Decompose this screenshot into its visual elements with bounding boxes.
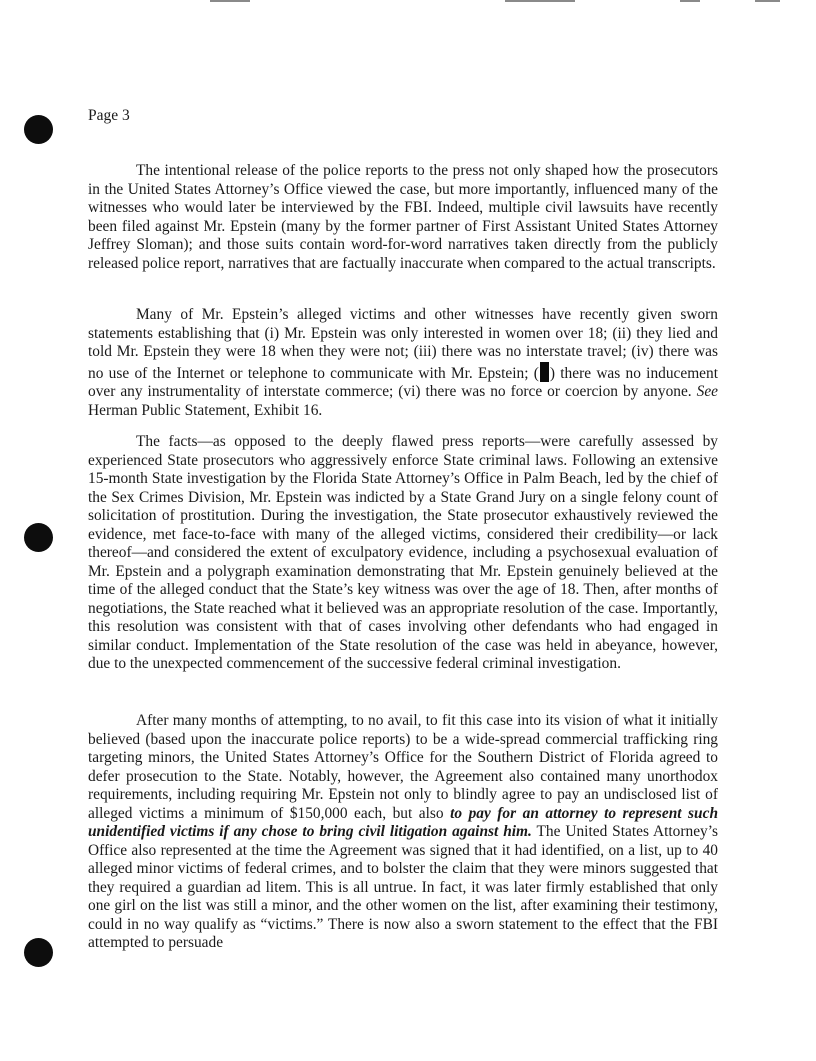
scan-edge-mark <box>210 0 250 2</box>
scan-edge-mark <box>680 0 700 2</box>
see-signal: See <box>696 383 718 400</box>
page-number: Page 3 <box>88 107 130 124</box>
emphasis-text: to pay for an attorney to represent such unidentified victims if any chose to bring civil litigation against him. <box>88 804 718 840</box>
paragraph-1: The intentional release of the police reports to the press not only shaped how the prosecutors in the United States Attorney’s Office viewed the case, but more importantly, influenced many of the witnesses who would later be interviewed by the FBI. Indeed, multiple civil lawsuits have recently been filed against Mr. Epstein (many by the former partner of First Assistant United States Attorney Jeffrey Sloman); and those suits contain word-for-word narratives taken directly from the publicly released police report, narratives that are factually inaccurate when compared to the actual transcripts. <box>88 162 718 272</box>
paragraph-4-text-b: The United States Attorney’s Office also represented at the time the Agreement was signed that it had identified, on a list, up to 40 alleged minor victims of federal crimes, and to bolster the claim that they were minors suggested that they required a guardian ad litem. This is all untrue. In fact, it was later firmly established that only one girl on the list was still a minor, and the other women on the list, after examining their testimony, could in no way qualify as “victims.” There is now also a sworn statement to the effect that the FBI attempted to persuade <box>88 823 718 951</box>
scan-edge-mark <box>755 0 780 2</box>
punch-hole-bottom <box>24 938 53 967</box>
paragraph-4 <box>88 712 718 953</box>
scan-edge-mark <box>505 0 575 2</box>
paragraph-2-text-b: ) there was no inducement over any instrumentality of interstate commerce; (vi) there was no force or coercion by anyone. <box>88 364 718 400</box>
paragraph-2-block <box>88 306 718 420</box>
paragraph-2-text-a: Many of Mr. Epstein’s alleged victims and other witnesses have recently given sworn statements establishing that (i) Mr. Epstein was only interested in women over 18; (ii) they lied and told Mr. Epstein they were 18 when they were not; (iii) there was no interstate travel; (iv) there was no use of the Internet or telephone to communicate with Mr. Epstein; ( <box>88 306 718 382</box>
paragraph-2-text-c: Herman Public Statement, Exhibit 16. <box>88 401 323 419</box>
paragraph-2 <box>88 306 718 420</box>
punch-hole-middle <box>24 523 53 552</box>
paragraph-3-block <box>88 433 718 674</box>
paragraph-4-text-a: After many months of attempting, to no avail, to fit this case into its vision of what it initially believed (based upon the inaccurate police reports) to be a wide-spread commercial trafficking ring targeting minors, the United States Attorney’s Office for the Southern District of Florida agreed to defer prosecution to the State. Notably, however, the Agreement also contained many unorthodox requirements, including requiring Mr. Epstein not only to blindly agree to pay an undisclosed list of alleged victims a minimum of $150,000 each, but also <box>88 712 718 822</box>
paragraph-4-block <box>88 712 718 953</box>
punch-hole-top <box>24 115 53 144</box>
paragraph-3: The facts—as opposed to the deeply flawed press reports—were carefully assessed by experienced State prosecutors who aggressively enforce State criminal laws. Following an extensive 15-month State investigation by the Florida State Attorney’s Office in Palm Beach, led by the chief of the Sex Crimes Division, Mr. Epstein was indicted by a State Grand Jury on a single felony count of solicitation of prostitution. During the investigation, the State prosecutor exhaustively reviewed the evidence, met face-to-face with many of the alleged victims, considered their credibility—or lack thereof—and considered the extent of exculpatory evidence, including a psychosexual evaluation of Mr. Epstein and a polygraph examination demonstrating that Mr. Epstein genuinely believed at the time of the alleged conduct that the State’s key witness was over the age of 18. Then, after months of negotiations, the State reached what it believed was an appropriate resolution of the case. Importantly, this resolution was consistent with that of cases involving other defendants who had engaged in similar conduct. Implementation of the State resolution of the case was held in abeyance, however, due to the unexpected commencement of the successive federal criminal investigation. <box>88 433 718 672</box>
redaction-box <box>540 362 549 382</box>
paragraph-1-block <box>88 162 718 273</box>
